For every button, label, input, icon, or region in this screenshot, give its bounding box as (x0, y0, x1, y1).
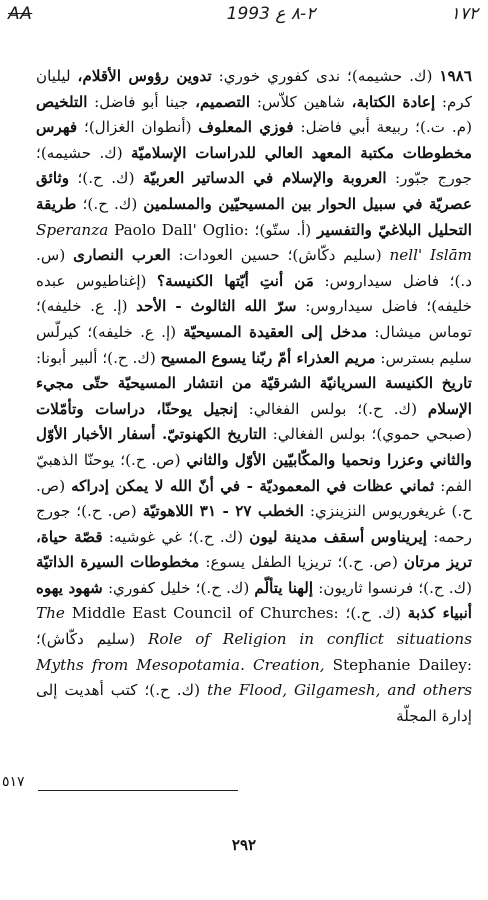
text-segment: شاهين كلاّس: (256, 92, 345, 111)
text-segment: (ص. ح.)؛ جورج رحمه: (36, 502, 472, 546)
text-segment: (إ. ع. خليفه)؛ توماس ميشال: (36, 297, 472, 341)
handwritten-note-right: ١٧٢ (450, 4, 478, 24)
book-title: فوزي المعلوف (198, 118, 294, 137)
book-title: فهرس مخطوطات مكتبة المعهد العالي للدراسات الإسلاميّة (36, 118, 473, 162)
text-segment: (ك. ح.)؛ غي غوشيه: (108, 527, 244, 546)
year-heading: ١٩٨٦ (439, 67, 473, 85)
book-title: ثماني عظات في المعموديّة - في أنّ الله لا يمكن إدراكه (71, 476, 435, 495)
margin-number: ٥١٧ (2, 774, 25, 790)
book-title: تاريخ الكنيسة السريانيّة الشرقيّة من انتشار المسيحيّة حتّى مجيء الإسلام (36, 374, 472, 418)
text-segment: (صبحي حموي)؛ بولس الفغالي: (272, 425, 473, 444)
text-segment: (ك. ح.)؛ ألبير أبونا: (36, 348, 156, 367)
text-segment: (ص. ح.) غريغوريوس النزينزي: (36, 476, 472, 521)
text-segment: (ك. ح.)؛ كتب أهديت إلى إدارة المجلّة (36, 681, 472, 725)
footnote-rule (38, 790, 238, 791)
text-segment: (أنطوان الغزال)؛ (84, 118, 192, 137)
text-segment: (ك. ح.)؛ خليل كفوري: (107, 578, 250, 597)
text-segment: (ك. ح.)؛ فرنسوا ثاريون: (318, 578, 473, 597)
book-title: الخطب ٢٧ - ٣١ اللاهوتيّة (142, 502, 304, 521)
text-segment: (ك. ح.)؛ (77, 169, 135, 188)
text-segment: (ك. ح.)؛ (82, 194, 138, 213)
text-segment: (سليم دكّاش)؛ حسين العودات: (178, 246, 382, 265)
text-segment: (سليم دكّاش)؛ (36, 630, 136, 649)
book-title: إلهنا يتألّم (254, 578, 314, 597)
text-segment: (إغناطيوس عبده خليفه)؛ فاضل سيداروس: (36, 271, 473, 316)
text-segment: (م. ت.)؛ ربيعة أبي فاضل: (300, 118, 473, 137)
book-title: إيريناوس أسقف مدينة ليون (249, 527, 428, 546)
book-title: طريقة التحليل البلاغيّ والتفسير (36, 194, 472, 239)
text-segment: (ص. ح.)؛ يوحنّا الذهبيّ الفم: (36, 450, 472, 495)
book-title: شهود يهوه أنبياء كذبة (36, 578, 473, 623)
book-title: تدوين رؤوس الأقلام، (77, 67, 212, 85)
text-segment: (ك. ح.)؛ (345, 604, 401, 623)
text-segment: (ك. ح.)؛ بولس الفغالي: (248, 399, 417, 418)
bibliography-paragraph (36, 64, 472, 729)
book-title: إعادة الكتابة، (351, 92, 436, 111)
book-title: إنجيل يوحنّا، دراسات وتأمّلات (36, 399, 238, 418)
book-title: التصميم، (195, 92, 251, 111)
latin-title: The Role of Religion in conflict situations (36, 604, 473, 649)
text-segment: ليليان كرم: (36, 67, 473, 111)
latin-title: Myths from Mesopotamia. Creation, the Flood, Gilgamesh, and others (36, 655, 473, 700)
page-number: ٢٩٢ (231, 836, 257, 854)
book-title: مريم العذراء أمّ ربّنا يسوع المسيح (160, 348, 376, 367)
book-title: قصّة حياة، تريز مرتان (36, 527, 473, 572)
book-title: مدخل إلى العقيدة المسيحيّة (183, 322, 368, 341)
text-segment: (إ. ع. خليفه)؛ كيرلّس سليم بسترس: (36, 322, 473, 367)
text-segment: (ص. ح.)؛ تريزيا الطفل يسوع: (205, 553, 398, 572)
book-title: مَن أنتِ أيّتها الكنيسة؟ (157, 271, 314, 290)
book-title: التلخيص (36, 92, 88, 111)
book-title: مخطوطات السيرة الذاتيّة (36, 553, 200, 572)
handwritten-note-middle: ٢-٨ ع 1993 (226, 4, 316, 24)
book-title: وثائق عصريّة في سبيل الحوار بين المسيحيّين والمسلمين (36, 169, 473, 213)
book-title: التاريخ الكهنوتيّ. أسفار الأخبار الأوّل والثاني وعزرا ونحميا والمكّابيّين الأوّل والثاني (36, 425, 472, 469)
text-segment: جينا أبو فاضل: (94, 92, 189, 111)
latin-author: Stephanie Dailey: (332, 655, 473, 674)
book-title: العروبة والإسلام في الدساتير العربيّة (142, 169, 387, 188)
latin-author: Middle East Council of Churches: (71, 604, 339, 623)
handwritten-note-left: AA (8, 4, 33, 24)
book-title: سرّ الله الثالوث - الأحد (136, 297, 297, 316)
latin-title: Speranza nell' Islām (36, 220, 473, 265)
latin-author: Paolo Dall' Oglio: (114, 220, 249, 239)
book-title: العرب النصارى (73, 246, 171, 265)
text-segment: (ك. حشيمه)؛ جورج جبّور: (36, 143, 473, 188)
text-segment: (أ. ستّو)؛ (254, 220, 312, 239)
text-segment: (ك. حشيمه)؛ ندى كفوري خوري: (218, 67, 433, 85)
text-segment: (س. د.)؛ فاضل سيداروس: (36, 246, 473, 290)
